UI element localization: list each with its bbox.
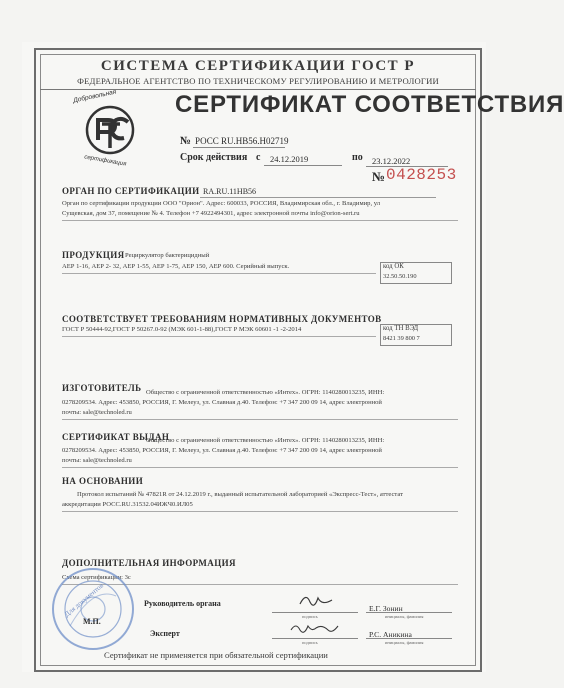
conformity-docs: ГОСТ Р 50444-92,ГОСТ Р 50267.0-92 (МЭК 601-1-88),ГОСТ Р МЭК 60601 -1 -2-2014 [62, 326, 302, 333]
basis-heading: НА ОСНОВАНИИ [62, 476, 144, 486]
serial-prefix: № [372, 169, 386, 184]
footer-note: Сертификат не применяется при обязательной сертификации [104, 650, 328, 660]
head-name-line [366, 612, 452, 613]
organ-line-1: Орган по сертификации продукции ООО "Орион". Адрес: 600033, РОССИЯ, Владимирская обл., г. Владимир, ул [62, 200, 381, 207]
serial-number: 0428253 [386, 166, 457, 184]
agency-name: ФЕДЕРАЛЬНОЕ АГЕНТСТВО ПО ТЕХНИЧЕСКОМУ РЕГУЛИРОВАНИЮ И МЕТРОЛОГИИ [77, 76, 439, 86]
manufacturer-line-3: почты: sale@technoled.ru [62, 409, 132, 416]
issued-heading: СЕРТИФИКАТ ВЫДАН [62, 432, 170, 442]
conformity-underline [62, 336, 376, 337]
expert-label: Эксперт [150, 629, 180, 638]
basis-line-1: Протокол испытаний № 47821R от 24.12.2019 г., выданный испытательной лабораторией «Экспресс-Тест», аттестат [77, 491, 404, 498]
seal-place-label: М.П. [83, 617, 101, 626]
certificate-number: РОСС RU.HB56.H02719 [195, 136, 289, 146]
logo-top-text: Добровольная [72, 88, 117, 105]
issued-underline [62, 467, 458, 468]
blue-seal-stamp-icon [50, 566, 136, 652]
valid-to: 23.12.2022 [372, 156, 411, 166]
certification-scheme: Схема сертификации: 3с [62, 574, 131, 581]
manufacturer-heading: ИЗГОТОВИТЕЛЬ [62, 383, 142, 393]
manufacturer-line-2: 0278209534. Адрес: 453850, РОССИЯ, Г. Мелеуз, ул. Славная д.40. Телефон: +7 347 200 09 14, адрес электронной [62, 399, 382, 406]
conformity-heading: СООТВЕТСТВУЕТ ТРЕБОВАНИЯМ НОРМАТИВНЫХ ДОКУМЕНТОВ [62, 314, 382, 324]
expert-name: Р.С. Аникина [369, 630, 412, 639]
number-underline [193, 147, 285, 148]
organ-code-underline [200, 197, 436, 198]
valid-from-prefix: с [256, 152, 261, 163]
okp-code-value: 32.50.50.190 [383, 273, 417, 280]
valid-from-underline [264, 165, 342, 166]
expert-sign-caption: подпись [302, 640, 318, 645]
organ-heading: ОРГАН ПО СЕРТИФИКАЦИИ [62, 186, 200, 196]
expert-name-caption: инициалы, фамилия [385, 640, 424, 645]
product-heading: ПРОДУКЦИЯ [62, 250, 125, 260]
valid-from: 24.12.2019 [270, 154, 309, 164]
valid-to-prefix: по [352, 152, 363, 163]
organ-code: RA.RU.11HB56 [203, 187, 257, 196]
expert-sign-line [272, 638, 358, 639]
head-sign-caption: подпись [302, 614, 318, 619]
validity-label: Срок действия [180, 152, 248, 163]
organ-underline [62, 220, 458, 221]
logo-bottom-text: сертификация [83, 154, 127, 168]
head-name: Е.Г. Зонин [369, 604, 403, 613]
stamp-text: Для документов [63, 581, 106, 619]
manufacturer-line-1: Общество с ограниченной ответственностью «Интех». ОГРН: 1140280013235, ИНН: [146, 389, 385, 396]
issued-line-2: 0278209534. Адрес: 453850, РОССИЯ, Г. Мелеуз, ул. Славная д.40. Телефон: +7 347 200 09 14, адрес электронной [62, 447, 382, 454]
head-sign-line [272, 612, 358, 613]
head-label: Руководитель органа [144, 599, 221, 608]
manufacturer-underline [62, 419, 458, 420]
head-name-caption: инициалы, фамилия [385, 614, 424, 619]
okp-code-label: код ОК [383, 263, 404, 270]
product-underline [62, 273, 376, 274]
additional-heading: ДОПОЛНИТЕЛЬНАЯ ИНФОРМАЦИЯ [62, 558, 236, 568]
system-title: СИСТЕМА СЕРТИФИКАЦИИ ГОСТ Р [100, 58, 416, 74]
tnved-code-value: 8421 39 800 7 [383, 335, 420, 342]
product-name: Рециркулятор бактерицидный [125, 252, 210, 259]
head-signature-icon [296, 590, 336, 614]
basis-underline [62, 511, 458, 512]
issued-line-3: почты: sale@technoled.ru [62, 457, 132, 464]
issued-line-1: Общество с ограниченной ответственностью «Интех». ОГРН: 1140280013235, ИНН: [146, 437, 385, 444]
expert-signature-icon [288, 618, 340, 638]
product-models: АЕР 1-16, АЕР 2- 32, АЕР 1-55, АЕР 1-75, АЕР 150, АЕР 600. Серийный выпуск. [62, 263, 290, 270]
number-label: № [180, 135, 192, 147]
organ-line-2: Сущевская, дом 37, помещение № 4. Телефон +7 4922494301, адрес электронной почты info@orion-sert.ru [62, 210, 360, 217]
expert-name-line [366, 638, 452, 639]
basis-line-2: аккредитации РОСС.RU.31532.04ИЖЧ0.ИЛ05 [62, 501, 193, 508]
tnved-code-label: код ТН ВЭД [383, 325, 419, 332]
certificate-title: СЕРТИФИКАТ СООТВЕТСТВИЯ [175, 91, 564, 118]
